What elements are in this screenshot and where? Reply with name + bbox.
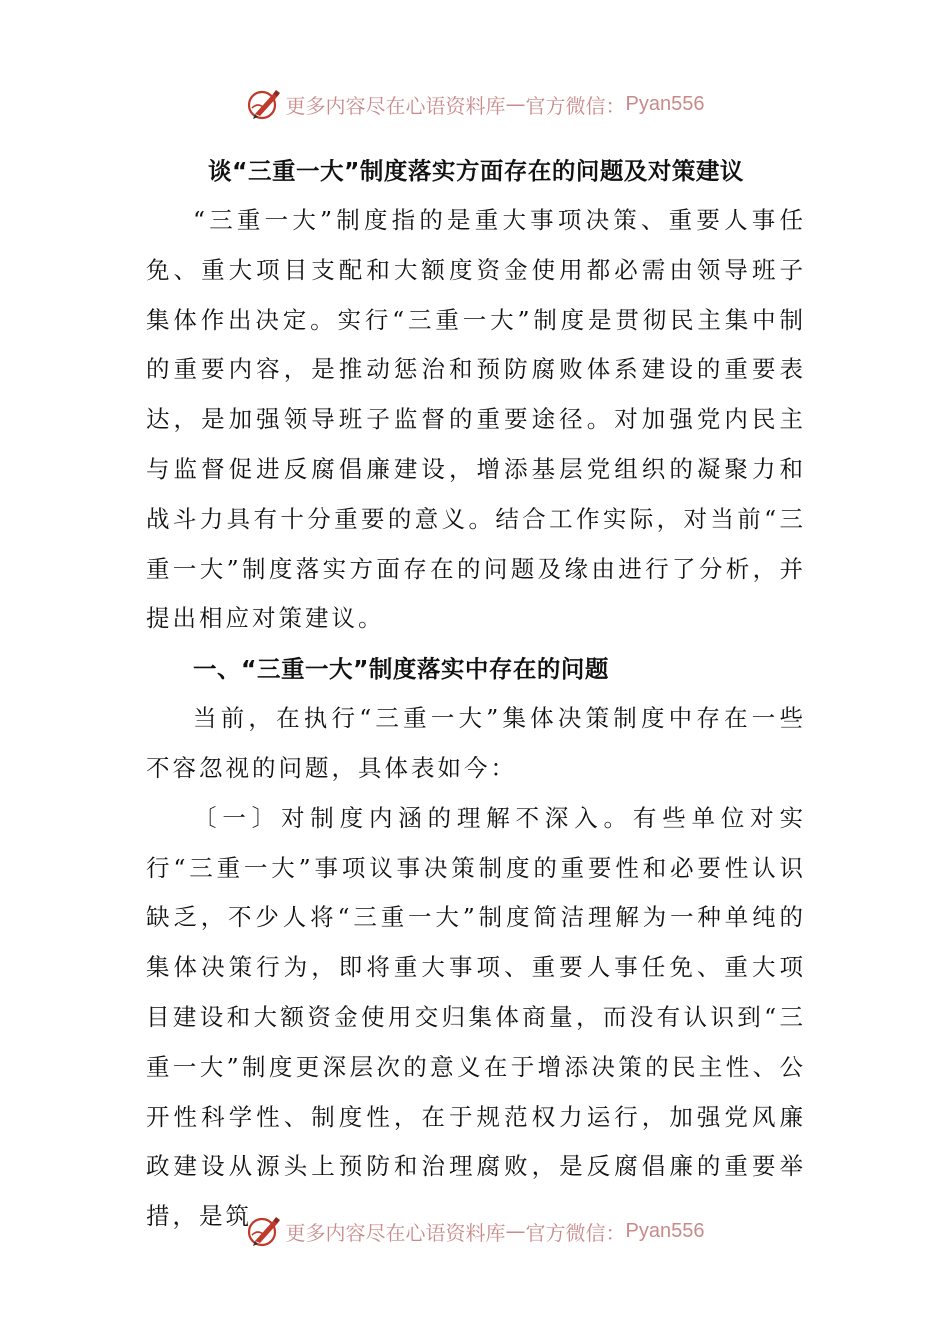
watermark-wechat-id: Pyan556: [625, 1219, 705, 1242]
intro-paragraph: “三重一大”制度指的是重大事项决策、重要人事任免、重大项目支配和大额度资金使用都必需由领导班子集体作出决定。实行“三重一大”制度是贯彻民主集中制的重要内容，是推动惩治和预防腐败体系建设的重要表达，是加强领导班子监督的重要途径。对加强党内民主与监督促进反腐倡廉建设，增添基层党组织的凝聚力和战斗力具有十分重要的意义。结合工作实际，对当前“三重一大”制度落实方面存在的问题及缘由进行了分析，并提出相应对策建议。: [146, 206, 806, 633]
document-body: [146, 146, 806, 1242]
watermark-site-text: 更多内容尽在心语资料库: [285, 93, 506, 118]
watermark-banner-top: [0, 84, 950, 124]
section-1-paragraph-2: 〔一〕对制度内涵的理解不深入。有些单位对实行“三重一大”事项议事决策制度的重要性和必要性认识缺乏，不少人将“三重一大”制度简洁理解为一种单纯的集体决策行为，即将重大事项、重要人事任免、重大项目建设和大额资金使用交归集体商量，而没有认识到“三重一大”制度更深层次的意义在于增添决策的民主性、公开性科学性、制度性，在于规范权力运行，加强党风廉政建设从源头上预防和治理腐败，是反腐倡廉的重要举措，是筑: [146, 803, 806, 1231]
document-title: 谈“三重一大”制度落实方面存在的问题及对策建议: [208, 157, 744, 185]
watermark-site-text: 更多内容尽在心语资料库: [285, 1220, 506, 1245]
watermark-wechat-id: Pyan556: [625, 92, 705, 115]
watermark-label: 官方微信：: [525, 1220, 626, 1245]
section-1-heading: 一、“三重一大”制度落实中存在的问题: [193, 655, 609, 684]
watermark-dash: —: [505, 92, 526, 116]
pen-logo-icon: [246, 86, 282, 122]
section-1-paragraph-1: 当前，在执行“三重一大”集体决策制度中存在一些不容忽视的问题，具体表如今：: [146, 704, 806, 782]
watermark-banner-bottom: [0, 1211, 950, 1251]
pen-logo-icon: [246, 1213, 282, 1249]
watermark-label: 官方微信：: [525, 93, 626, 118]
watermark-dash: —: [505, 1219, 526, 1243]
